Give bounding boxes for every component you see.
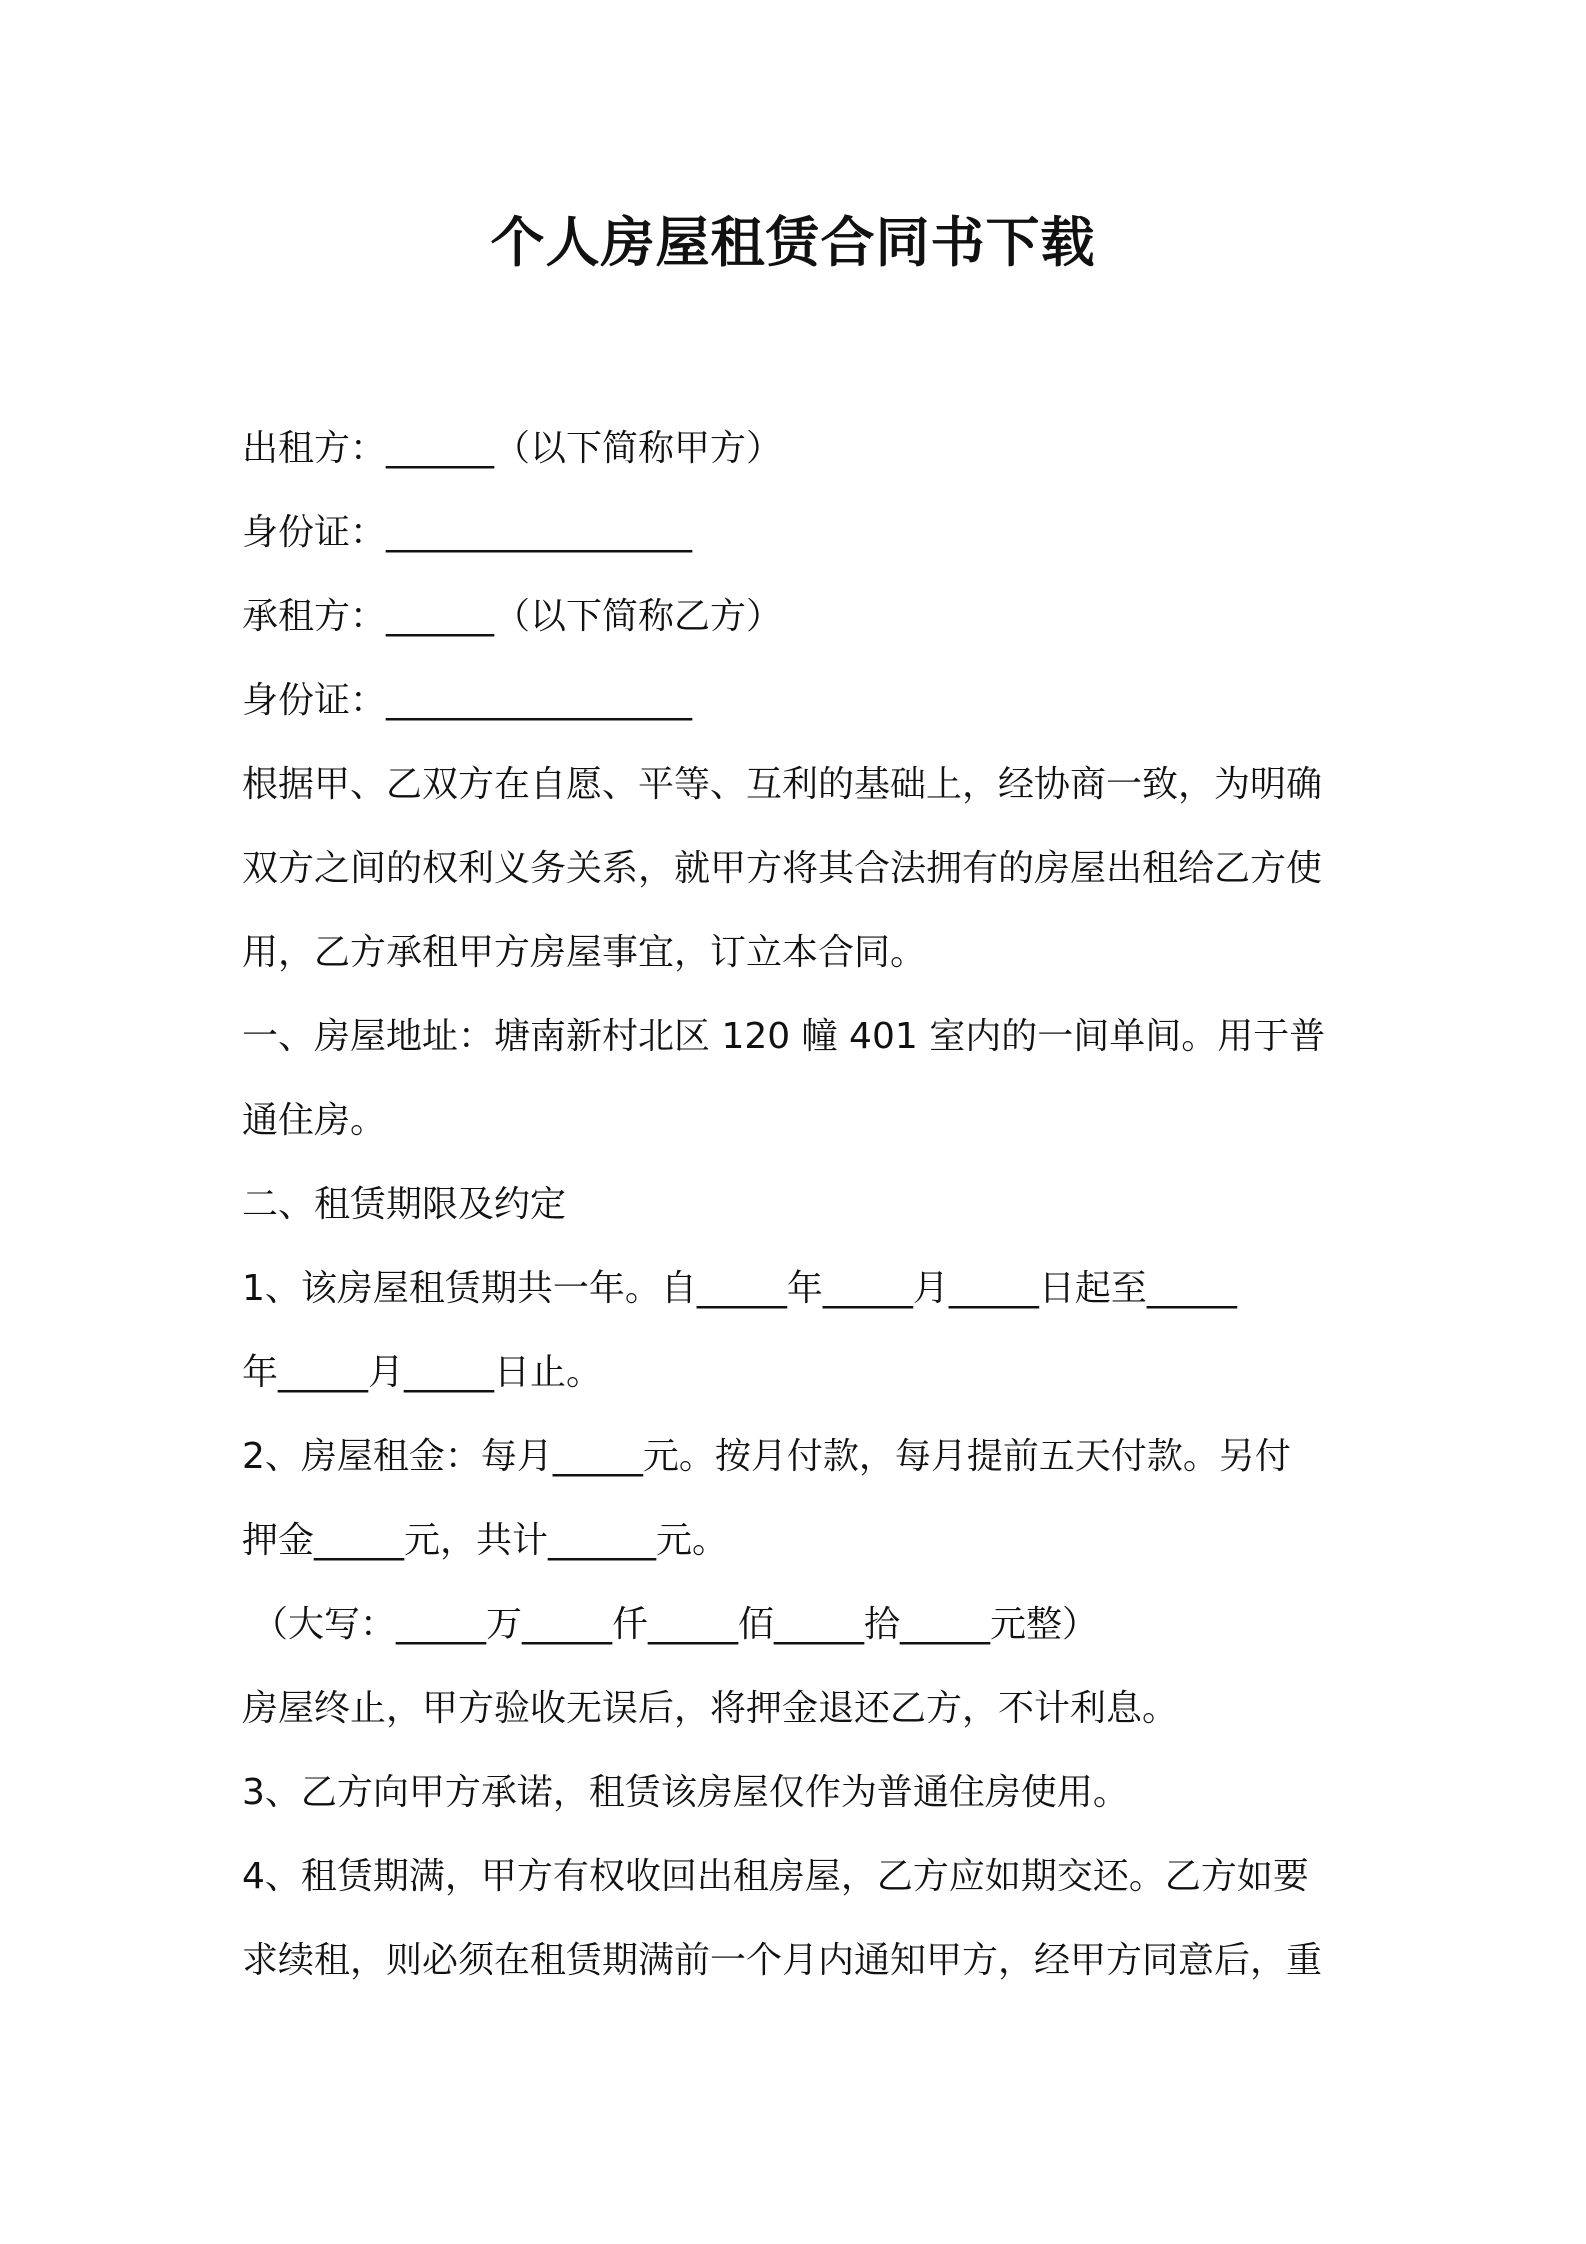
section-1-line: 一、房屋地址：塘南新村北区 120 幢 401 室内的一间单间。用于普 xyxy=(242,1016,1326,1057)
clause-2-line: 押金_____元，共计______元。 xyxy=(242,1520,729,1561)
section-1-line: 通住房。 xyxy=(242,1100,387,1141)
document-title: 个人房屋租赁合同书下载 xyxy=(490,211,1096,274)
clause-2-line: 2、房屋租金：每月_____元。按月付款，每月提前五天付款。另付 xyxy=(242,1436,1291,1477)
lessor-line: 出租方：______（以下简称甲方） xyxy=(242,428,783,469)
clause-1-line: 1、该房屋租赁期共一年。自_____年_____月_____日起至_____ xyxy=(242,1268,1237,1309)
preamble-line: 用，乙方承租甲方房屋事宜，订立本合同。 xyxy=(242,932,927,973)
preamble-line: 根据甲、乙双方在自愿、平等、互利的基础上，经协商一致，为明确 xyxy=(242,764,1323,805)
amount-in-words-line: （大写：_____万_____仟_____佰_____拾_____元整） xyxy=(252,1604,1099,1645)
clause-4-line: 4、租赁期满，甲方有权收回出租房屋，乙方应如期交还。乙方如要 xyxy=(242,1856,1309,1897)
clause-4-line: 求续租，则必须在租赁期满前一个月内通知甲方，经甲方同意后，重 xyxy=(242,1940,1323,1981)
document-body xyxy=(242,407,1362,2003)
section-2-heading: 二、租赁期限及约定 xyxy=(242,1184,567,1225)
clause-1-line: 年_____月_____日止。 xyxy=(242,1352,603,1393)
deposit-refund-line: 房屋终止，甲方验收无误后，将押金退还乙方，不计利息。 xyxy=(242,1688,1179,1729)
preamble-line: 双方之间的权利义务关系，就甲方将其合法拥有的房屋出租给乙方使 xyxy=(242,848,1323,889)
clause-3-line: 3、乙方向甲方承诺，租赁该房屋仅作为普通住房使用。 xyxy=(242,1772,1129,1813)
lessee-id-line: 身份证：_________________ xyxy=(242,680,693,721)
lessor-id-line: 身份证：_________________ xyxy=(242,512,693,553)
lessee-line: 承租方：______（以下简称乙方） xyxy=(242,596,783,637)
